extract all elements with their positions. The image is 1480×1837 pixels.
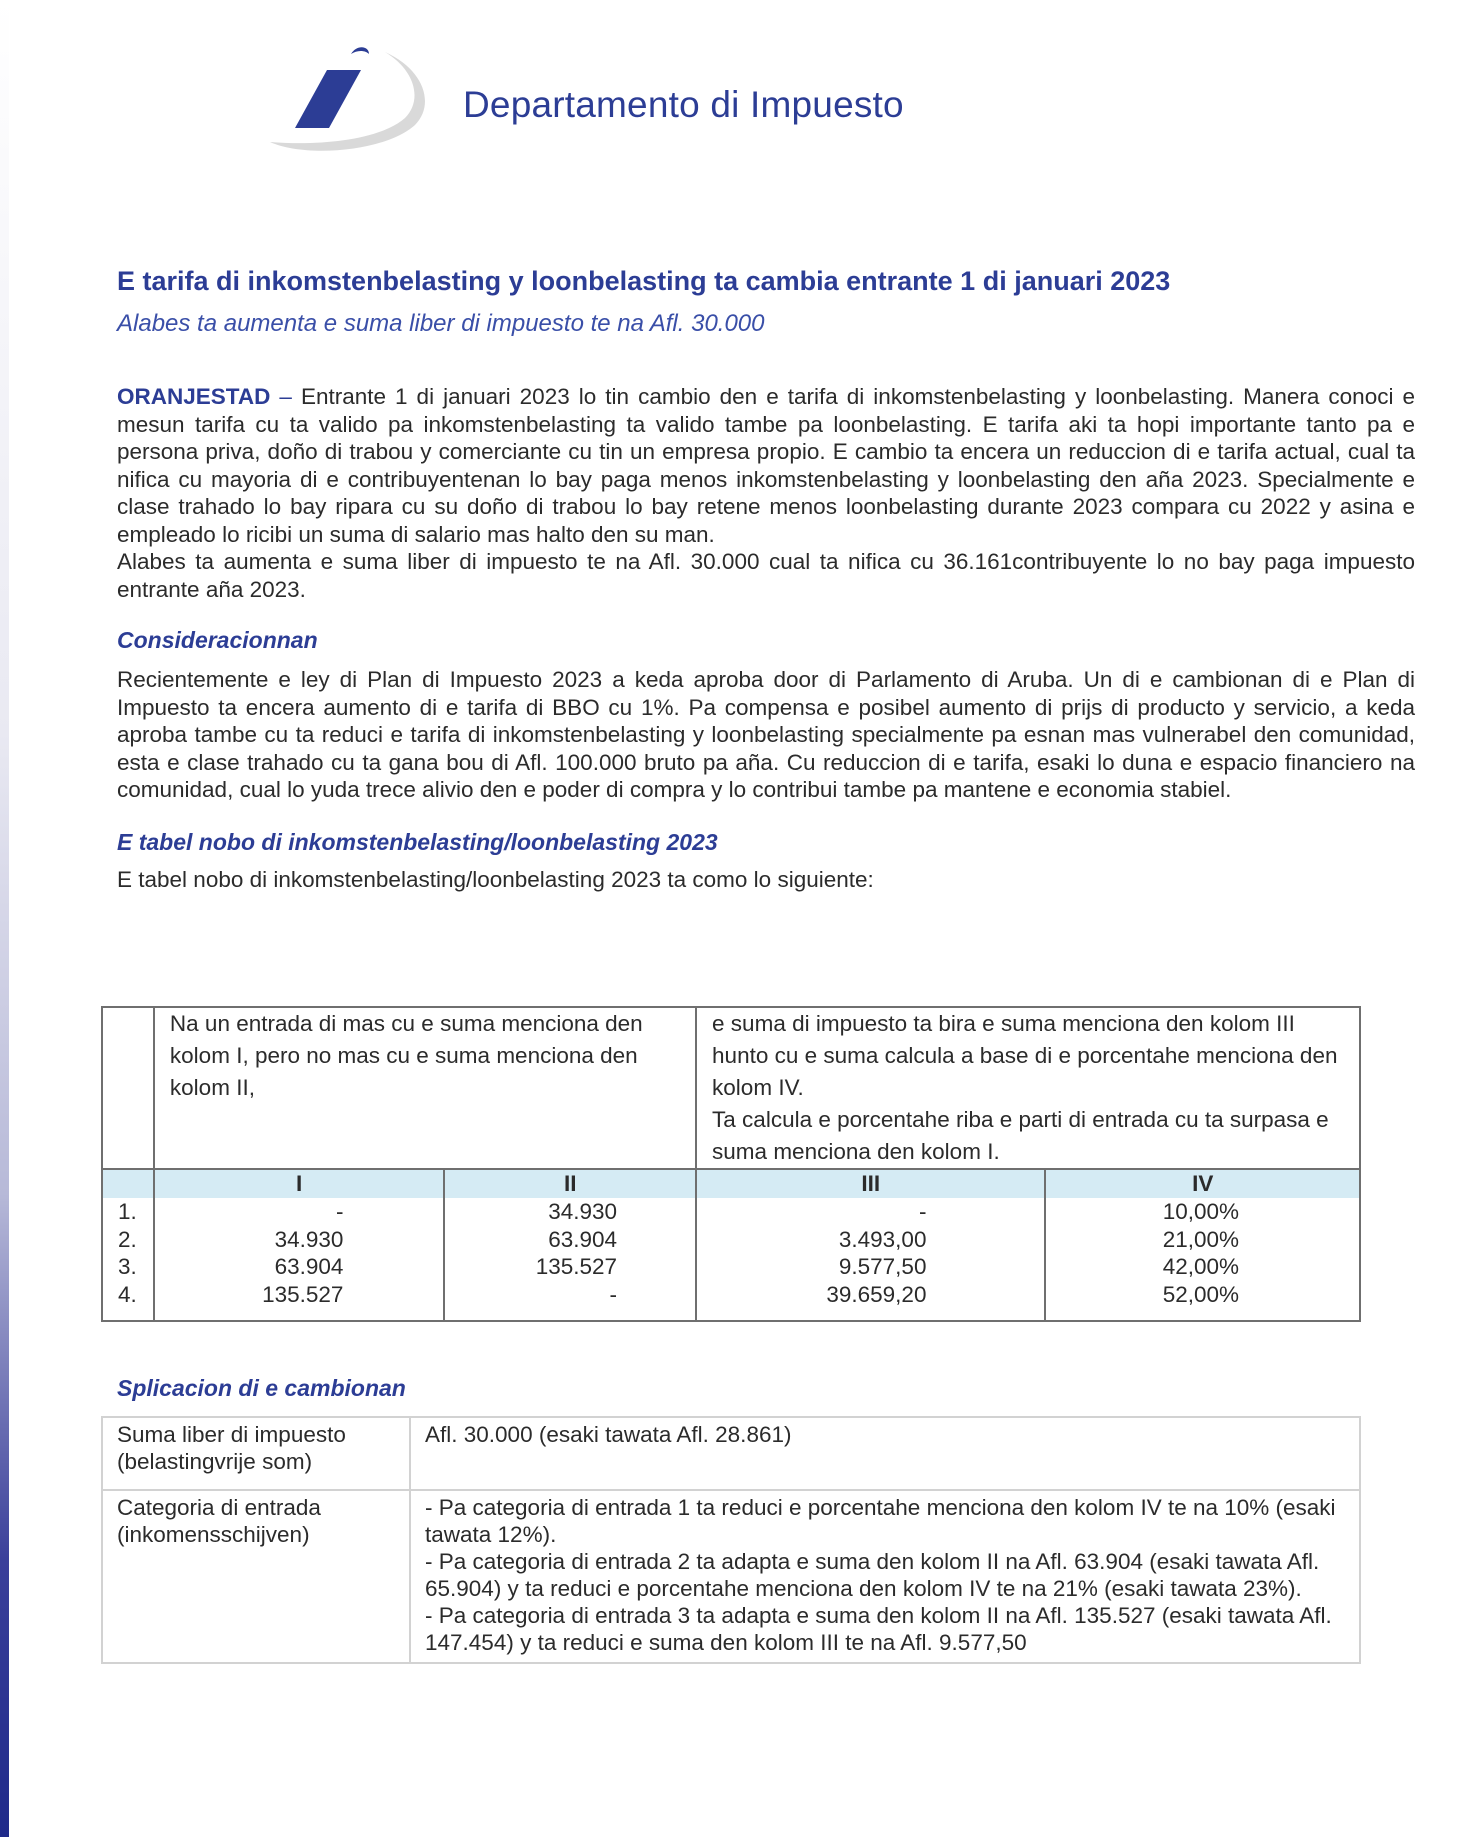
column-header-III: III: [696, 1169, 1045, 1198]
splicacion-table: [101, 1416, 1361, 1664]
tax-table-header-left: Na un entrada di mas cu e suma menciona den kolom I, pero no mas cu e suma menciona den kolom II,: [154, 1007, 696, 1169]
tax-table-blank-cell: [102, 1007, 154, 1169]
cell-col-III: -: [696, 1198, 1045, 1226]
table-row: [102, 1198, 1360, 1226]
column-header-IV: IV: [1045, 1169, 1360, 1198]
table-row: [102, 1253, 1360, 1281]
section-heading-consideracionnan: Consideracionnan: [117, 627, 318, 653]
tax-table-description-row: [102, 1007, 1360, 1169]
tax-rate-table: [101, 1006, 1361, 1322]
cell-col-III: 3.493,00: [696, 1226, 1045, 1254]
page-header: [265, 40, 985, 160]
intro-paragraph: [117, 383, 1415, 548]
row-index: 2.: [102, 1226, 154, 1254]
cell-col-II: 34.930: [444, 1198, 696, 1226]
row-index: 1.: [102, 1198, 154, 1226]
cell-col-I: 63.904: [154, 1253, 445, 1281]
splicacion-label: Suma liber di impuesto (belastingvrije som): [102, 1417, 410, 1490]
section-heading-tabel: E tabel nobo di inkomstenbelasting/loonbelasting 2023: [117, 828, 718, 855]
article-body: [117, 262, 1415, 893]
cell-col-III: 39.659,20: [696, 1281, 1045, 1322]
dateline-separator: –: [270, 384, 301, 409]
splicacion-value: - Pa categoria di entrada 1 ta reduci e porcentahe menciona den kolom IV te na 10% (esaki tawata 12%). - Pa categoria di entrada 2 ta adapta e suma den kolom II na Afl. 63.904 (esaki tawata Afl. 65.904) y ta reduci e porcentahe menciona den kolom IV te na 21% (esaki tawata 23%). - Pa categoria di entrada 3 ta adapta e suma den kolom II na Afl. 135.527 (esaki tawata Afl. 147.454) y ta reduci e suma den kolom III te na Afl. 9.577,50: [410, 1490, 1360, 1663]
column-header-II: II: [444, 1169, 696, 1198]
cell-col-III: 9.577,50: [696, 1253, 1045, 1281]
cell-col-II: 63.904: [444, 1226, 696, 1254]
tax-table-header-right: e suma di impuesto ta bira e suma menciona den kolom III hunto cu e suma calcula a base di e porcentahe menciona den kolom IV. Ta calcula e porcentahe riba e parti di entrada cu ta surpasa e suma menciona den kolom I.: [696, 1007, 1360, 1169]
page-edge-gradient-bar: [0, 0, 9, 1837]
splicacion-row: [102, 1490, 1360, 1663]
intro-paragraph-2: Alabes ta aumenta e suma liber di impuesto te na Afl. 30.000 cual ta nifica cu 36.161contribuyente lo no bay paga impuesto entrante aña 2023.: [117, 549, 1415, 602]
splicacion-label: Categoria di entrada (inkomensschijven): [102, 1490, 410, 1663]
splicacion-value: Afl. 30.000 (esaki tawata Afl. 28.861): [410, 1417, 1360, 1490]
column-header-index: [102, 1169, 154, 1198]
cell-col-IV: 21,00%: [1045, 1226, 1360, 1254]
cell-col-I: 34.930: [154, 1226, 445, 1254]
dateline: ORANJESTAD: [117, 384, 271, 409]
cell-col-II: 135.527: [444, 1253, 696, 1281]
consideracionnan-paragraph: Recientemente e ley di Plan di Impuesto 2023 a keda aproba door di Parlamento di Aruba. Un di e cambionan di e Plan di Impuesto ta encera aumento di e tarifa di BBO cu 1%. Pa compensa e posibel aumento di prijs di producto y servicio, a keda aproba tambe cu ta reduci e tarifa di inkomstenbelasting y loonbelasting specialmente pa esnan mas vulnerabel den comunidad, esta e clase trahado cu ta gana bou di Afl. 100.000 bruto pa aña. Cu reduccion di e tarifa, esaki lo duna e espacio financiero na comunidad, cual lo yuda trece alivio den e poder di compra y lo contribui tambe pa mantene e economia stabiel.: [117, 667, 1415, 802]
row-index: 4.: [102, 1281, 154, 1322]
table-row: [102, 1281, 1360, 1322]
tax-table-column-header-row: [102, 1169, 1360, 1198]
department-name: Departamento di Impuesto: [463, 84, 904, 125]
cell-col-IV: 42,00%: [1045, 1253, 1360, 1281]
cell-col-II: -: [444, 1281, 696, 1322]
page-subtitle: Alabes ta aumenta e suma liber di impuesto te na Afl. 30.000: [117, 310, 765, 337]
row-index: 3.: [102, 1253, 154, 1281]
tabel-intro: E tabel nobo di inkomstenbelasting/loonbelasting 2023 ta como lo siguiente:: [117, 866, 874, 892]
departamento-logo-icon: [265, 40, 455, 160]
section-heading-splicacion: Splicacion di e cambionan: [117, 1375, 406, 1401]
cell-col-IV: 52,00%: [1045, 1281, 1360, 1322]
intro-text: Entrante 1 di januari 2023 lo tin cambio den e tarifa di inkomstenbelasting y loonbelasting. Manera conoci e mesun tarifa cu ta valido pa inkomstenbelasting ta valido tambe pa loonbelasting. E tarifa aki ta hopi importante tanto pa e persona priva, doño di trabou y comerciante cu tin un empresa propio. E cambio ta encera un reduccion di e tarifa actual, cual ta nifica cu mayoria di e contribuyentenan lo bay paga menos inkomstenbelasting y loonbelasting den aña 2023. Specialmente e clase trahado lo bay ripara cu su doño di trabou lo bay retene menos loonbelasting durante 2023 compara cu 2022 y asina e empleado lo ricibi un suma di salario mas halto den su man.: [117, 384, 1415, 547]
column-header-I: I: [154, 1169, 445, 1198]
cell-col-IV: 10,00%: [1045, 1198, 1360, 1226]
cell-col-I: 135.527: [154, 1281, 445, 1322]
page-title: E tarifa di inkomstenbelasting y loonbelasting ta cambia entrante 1 di januari 2023: [117, 266, 1171, 296]
table-row: [102, 1226, 1360, 1254]
cell-col-I: -: [154, 1198, 445, 1226]
splicacion-row: [102, 1417, 1360, 1490]
